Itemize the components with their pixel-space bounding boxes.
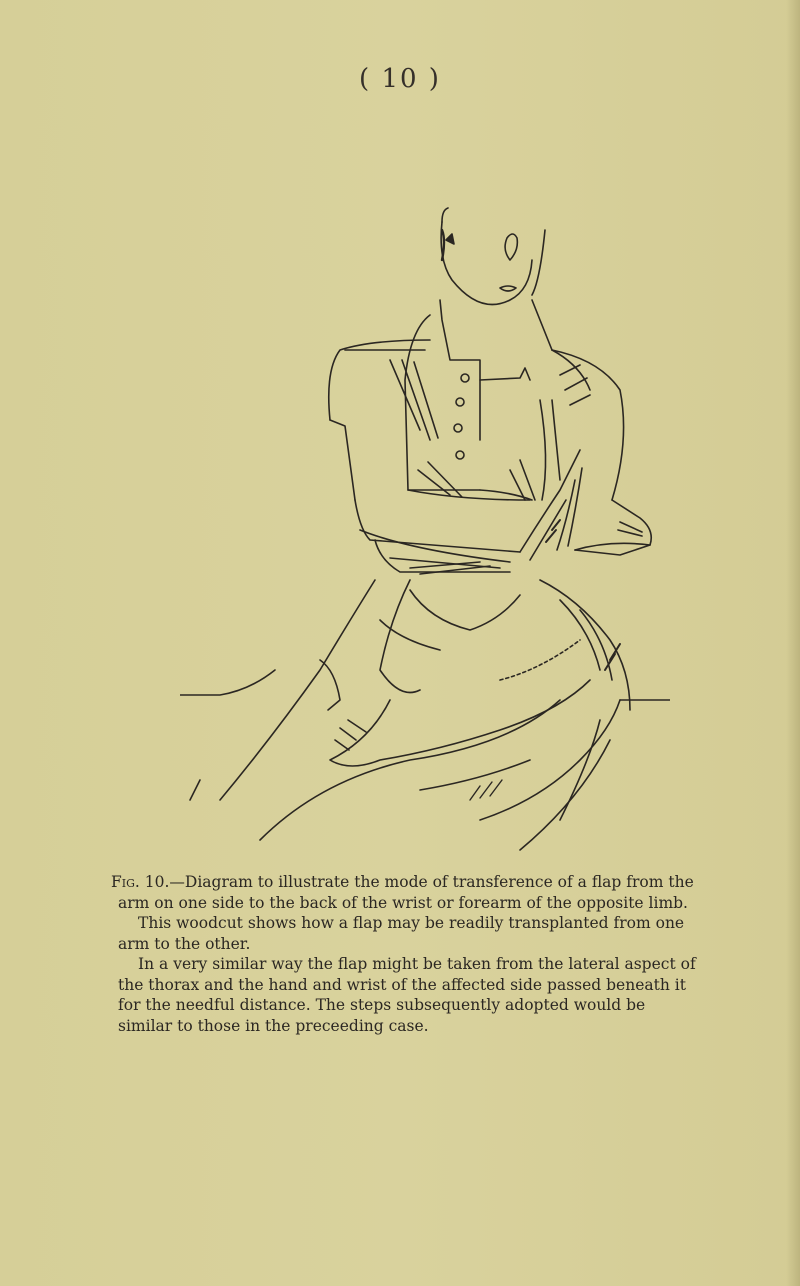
caption-line-2: arm on one side to the back of the wrist or forearm of the opposite limb. — [118, 893, 688, 912]
head-drawing — [441, 208, 545, 305]
caption-line-8: similar to those in the preceeding case. — [118, 1016, 429, 1035]
caption-line-7: for the needful distance. The steps subsequently adopted would be — [118, 996, 646, 1014]
caption-line-4: arm to the other. — [118, 934, 251, 953]
caption-line-5: In a very similar way the flap might be taken from the lateral aspect of — [138, 955, 696, 973]
shoulders-drawing — [329, 340, 624, 500]
collar-drawing — [405, 300, 552, 490]
caption-line-3: This woodcut shows how a flap may be readily transplanted from one — [138, 914, 685, 932]
figure-caption — [111, 872, 768, 1036]
caption-line-6: the thorax and the hand and wrist of the affected side passed beneath it — [118, 975, 686, 994]
figure-label: Fig. 10. — [111, 873, 170, 891]
skirt-drawing — [180, 580, 670, 850]
caption-line-1 — [111, 872, 768, 893]
page-number: ( 10 ) — [359, 64, 441, 94]
woodcut-figure — [180, 200, 670, 860]
page-edge-shadow — [786, 0, 800, 1286]
arms-drawing — [355, 450, 651, 562]
bodice-drawing — [408, 400, 546, 500]
caption-text-1: —Diagram to illustrate the mode of transference of a flap from the — [169, 873, 694, 891]
